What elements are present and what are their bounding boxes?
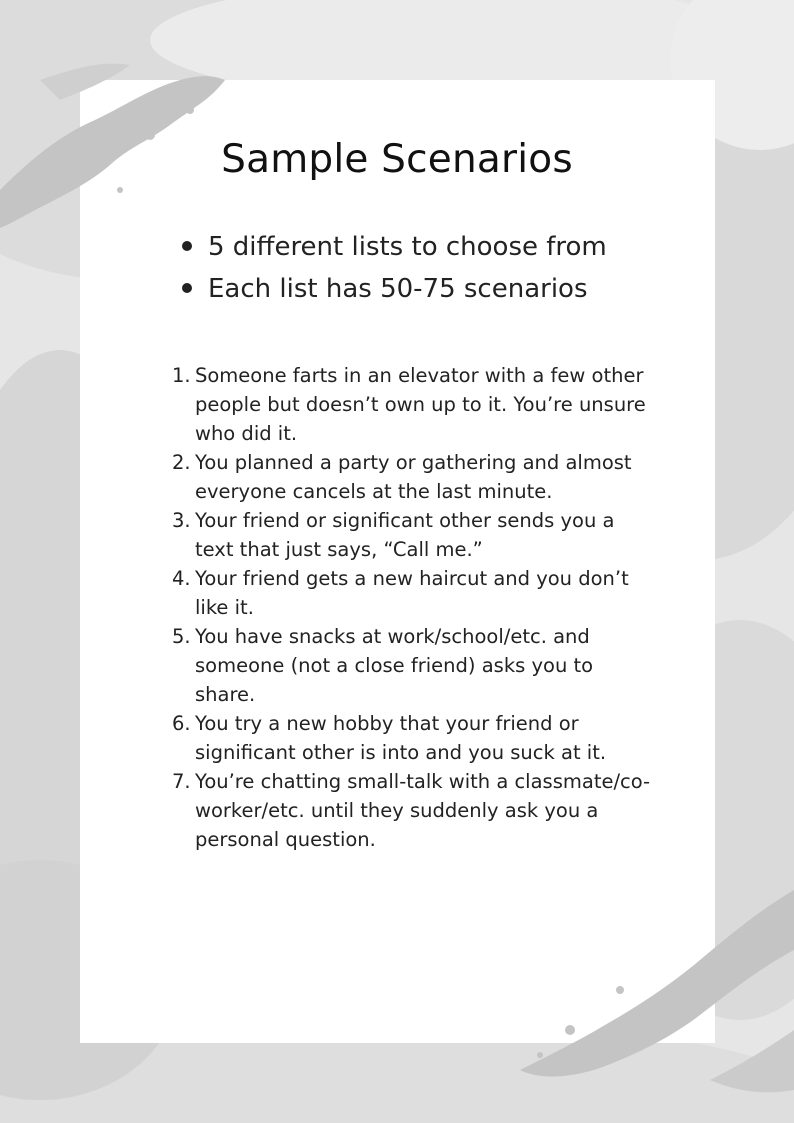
scenario-text: Someone farts in an elevator with a few other people but doesn’t own up to it. You’re unsure who did it. <box>195 364 646 445</box>
bullet-icon <box>182 283 192 293</box>
scenario-item <box>172 622 652 709</box>
scenario-item <box>172 506 652 564</box>
highlight-text: Each list has 50-75 scenarios <box>208 274 588 304</box>
scenario-text: You’re chatting small-talk with a classmate/co-worker/etc. until they suddenly ask you a personal question. <box>195 770 651 851</box>
highlight-item <box>180 268 607 310</box>
highlights-list <box>180 226 607 310</box>
highlight-text: 5 different lists to choose from <box>208 232 607 262</box>
scenario-number: 6. <box>172 712 191 735</box>
paint-splash-bottom-right <box>510 880 794 1100</box>
scenario-number: 1. <box>172 364 191 387</box>
scenario-item <box>172 361 652 448</box>
scenario-number: 3. <box>172 509 191 532</box>
scenario-number: 5. <box>172 625 191 648</box>
scenario-list <box>172 361 652 854</box>
page-title: Sample Scenarios <box>221 137 573 182</box>
scenario-item <box>172 709 652 767</box>
scenario-number: 4. <box>172 567 191 590</box>
scenario-item <box>172 564 652 622</box>
scenario-item <box>172 767 652 854</box>
scenario-text: You try a new hobby that your friend or significant other is into and you suck at it. <box>195 712 607 764</box>
scenario-number: 2. <box>172 451 191 474</box>
scenario-text: Your friend or significant other sends you a text that just says, “Call me.” <box>195 509 615 561</box>
scenario-text: You have snacks at work/school/etc. and someone (not a close friend) asks you to share. <box>195 625 594 706</box>
scenario-item <box>172 448 652 506</box>
scenario-number: 7. <box>172 770 191 793</box>
scenario-text: Your friend gets a new haircut and you don’t like it. <box>195 567 629 619</box>
scenario-text: You planned a party or gathering and almost everyone cancels at the last minute. <box>195 451 632 503</box>
highlight-item <box>180 226 607 268</box>
bullet-icon <box>182 241 192 251</box>
paint-splash-top-left <box>0 40 230 230</box>
